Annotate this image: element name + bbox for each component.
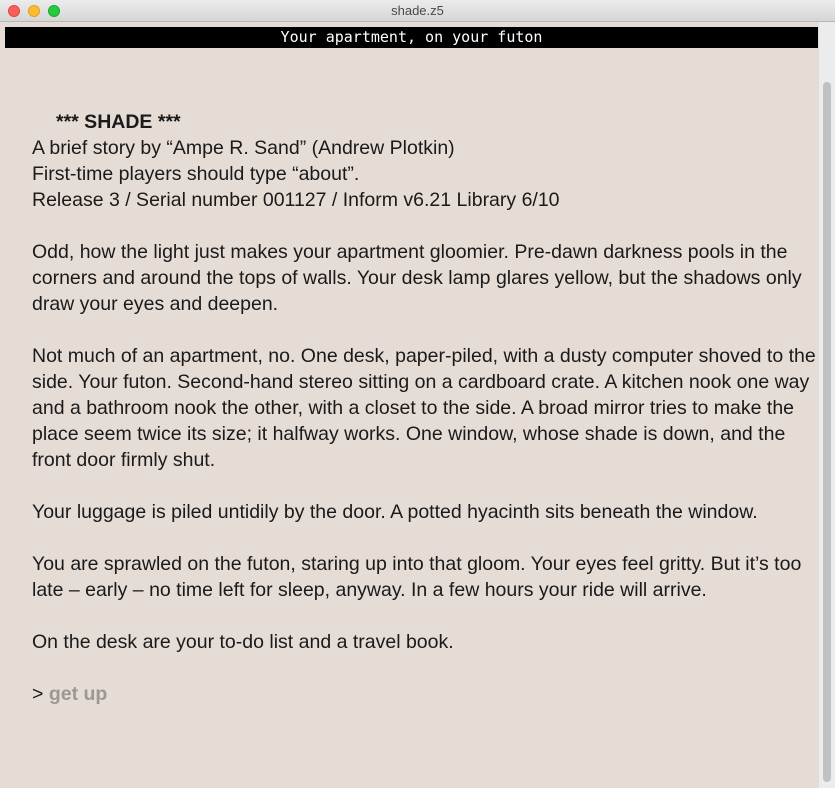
banner xyxy=(32,109,817,213)
window-titlebar xyxy=(0,0,835,22)
story-transcript xyxy=(32,109,817,707)
release-info: Release 3 / Serial number 001127 / Inform v6.21 Library 6/10 xyxy=(32,189,560,211)
game-title: *** SHADE *** xyxy=(56,111,181,133)
byline: A brief story by “Ampe R. Sand” (Andrew Plotkin) xyxy=(32,137,455,159)
story-paragraph: On the desk are your to-do list and a travel book. xyxy=(32,631,454,653)
game-content[interactable] xyxy=(5,22,818,788)
scrollbar-thumb[interactable] xyxy=(823,82,831,782)
vertical-scrollbar[interactable] xyxy=(818,22,835,788)
status-bar: Your apartment, on your futon xyxy=(5,27,818,48)
story-paragraph: Odd, how the light just makes your apartment gloomier. Pre-dawn darkness pools in the corners and around the tops of walls. Your desk lamp glares yellow, but the shadows only draw your eyes and deepen. xyxy=(32,241,802,315)
command-input[interactable]: get up xyxy=(48,683,108,705)
window-title: shade.z5 xyxy=(391,3,444,18)
story-paragraph: You are sprawled on the futon, staring up into that gloom. Your eyes feel gritty. But it’s too late – early – no time left for sleep, anyway. In a few hours your ride will arrive. xyxy=(32,553,802,601)
prompt-symbol: > xyxy=(32,683,44,705)
story-paragraph: Not much of an apartment, no. One desk, paper-piled, with a dusty computer shoved to the side. Your futon. Second-hand stereo sitting on a cardboard crate. A kitchen nook one way and a bathroom nook the other, with a closet to the side. A broad mirror tries to make the place seem twice its size; it halfway works. One window, whose shade is down, and the front door firmly shut. xyxy=(32,345,816,471)
hint-text: First-time players should type “about”. xyxy=(32,163,360,185)
story-paragraph: Your luggage is piled untidily by the door. A potted hyacinth sits beneath the window. xyxy=(32,501,758,523)
command-prompt[interactable] xyxy=(32,681,817,707)
